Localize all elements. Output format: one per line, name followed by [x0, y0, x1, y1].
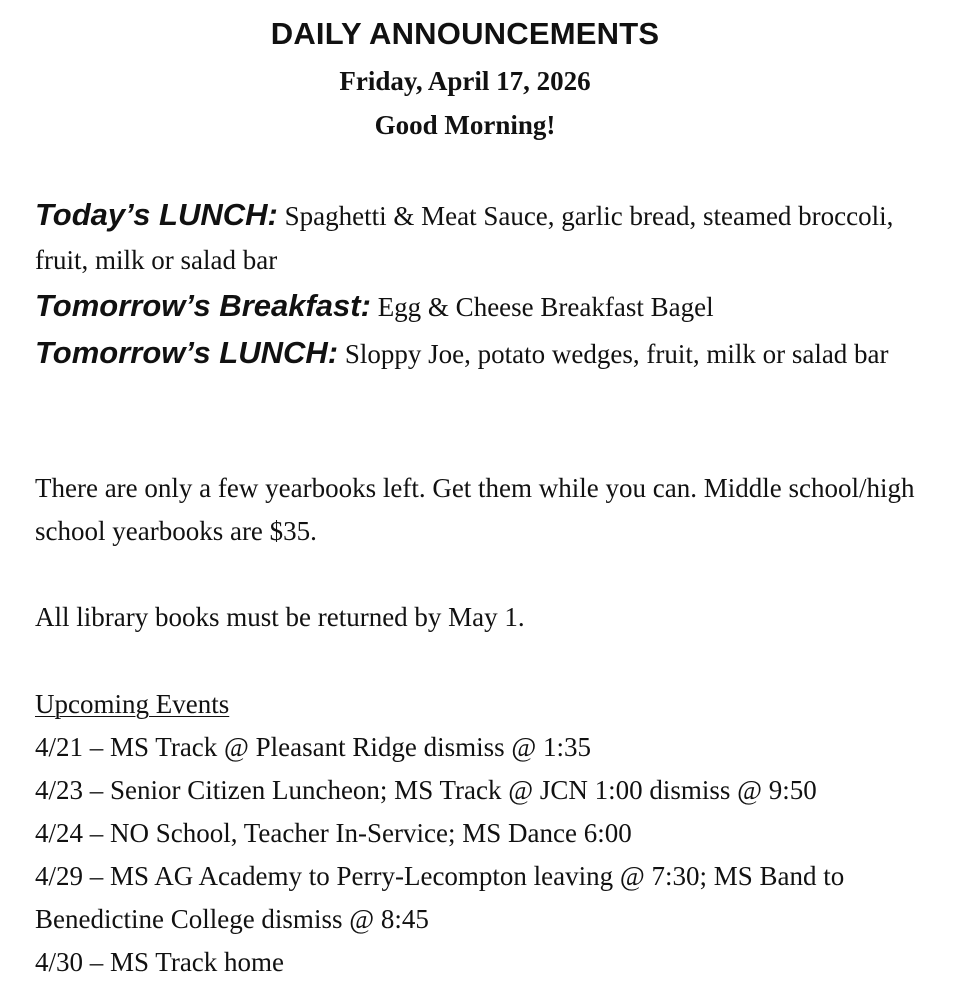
event-item: 4/24 – NO School, Teacher In-Service; MS Dance 6:00: [35, 818, 632, 848]
todays-lunch-label: Today’s LUNCH:: [35, 197, 278, 232]
event-item: 4/21 – MS Track @ Pleasant Ridge dismiss @ 1:35: [35, 732, 592, 762]
upcoming-events: [35, 683, 915, 984]
greeting: Good Morning!: [374, 110, 556, 140]
meal-menu: [35, 193, 915, 376]
library-announcement: All library books must be returned by May 1.: [35, 602, 525, 632]
tomorrows-lunch-line: [35, 331, 915, 376]
events-list: [35, 726, 915, 984]
event-item: 4/23 – Senior Citizen Luncheon; MS Track @ JCN 1:00 dismiss @ 9:50: [35, 775, 817, 805]
events-heading: Upcoming Events: [35, 689, 230, 719]
todays-lunch-text: Spaghetti & Meat Sauce, garlic bread, steamed broccoli, fruit, milk or salad bar: [35, 201, 894, 275]
tomorrows-breakfast-line: [35, 284, 915, 329]
tomorrows-lunch-text: Sloppy Joe, potato wedges, fruit, milk or salad bar: [338, 339, 889, 369]
announcement-date: Friday, April 17, 2026: [339, 66, 591, 96]
tomorrows-breakfast-text: Egg & Cheese Breakfast Bagel: [370, 292, 714, 322]
yearbook-announcement: There are only a few yearbooks left. Get them while you can. Middle school/high school yearbooks are $35.: [35, 473, 915, 546]
event-item: 4/30 – MS Track home: [35, 947, 285, 977]
event-item: 4/29 – MS AG Academy to Perry-Lecompton leaving @ 7:30; MS Band to Benedictine College dismiss @ 8:45: [35, 861, 845, 934]
tomorrows-lunch-label: Tomorrow’s LUNCH:: [35, 335, 339, 370]
todays-lunch-line: [35, 193, 915, 282]
page-title: DAILY ANNOUNCEMENTS: [270, 16, 660, 51]
tomorrows-breakfast-label: Tomorrow’s Breakfast:: [35, 288, 371, 323]
